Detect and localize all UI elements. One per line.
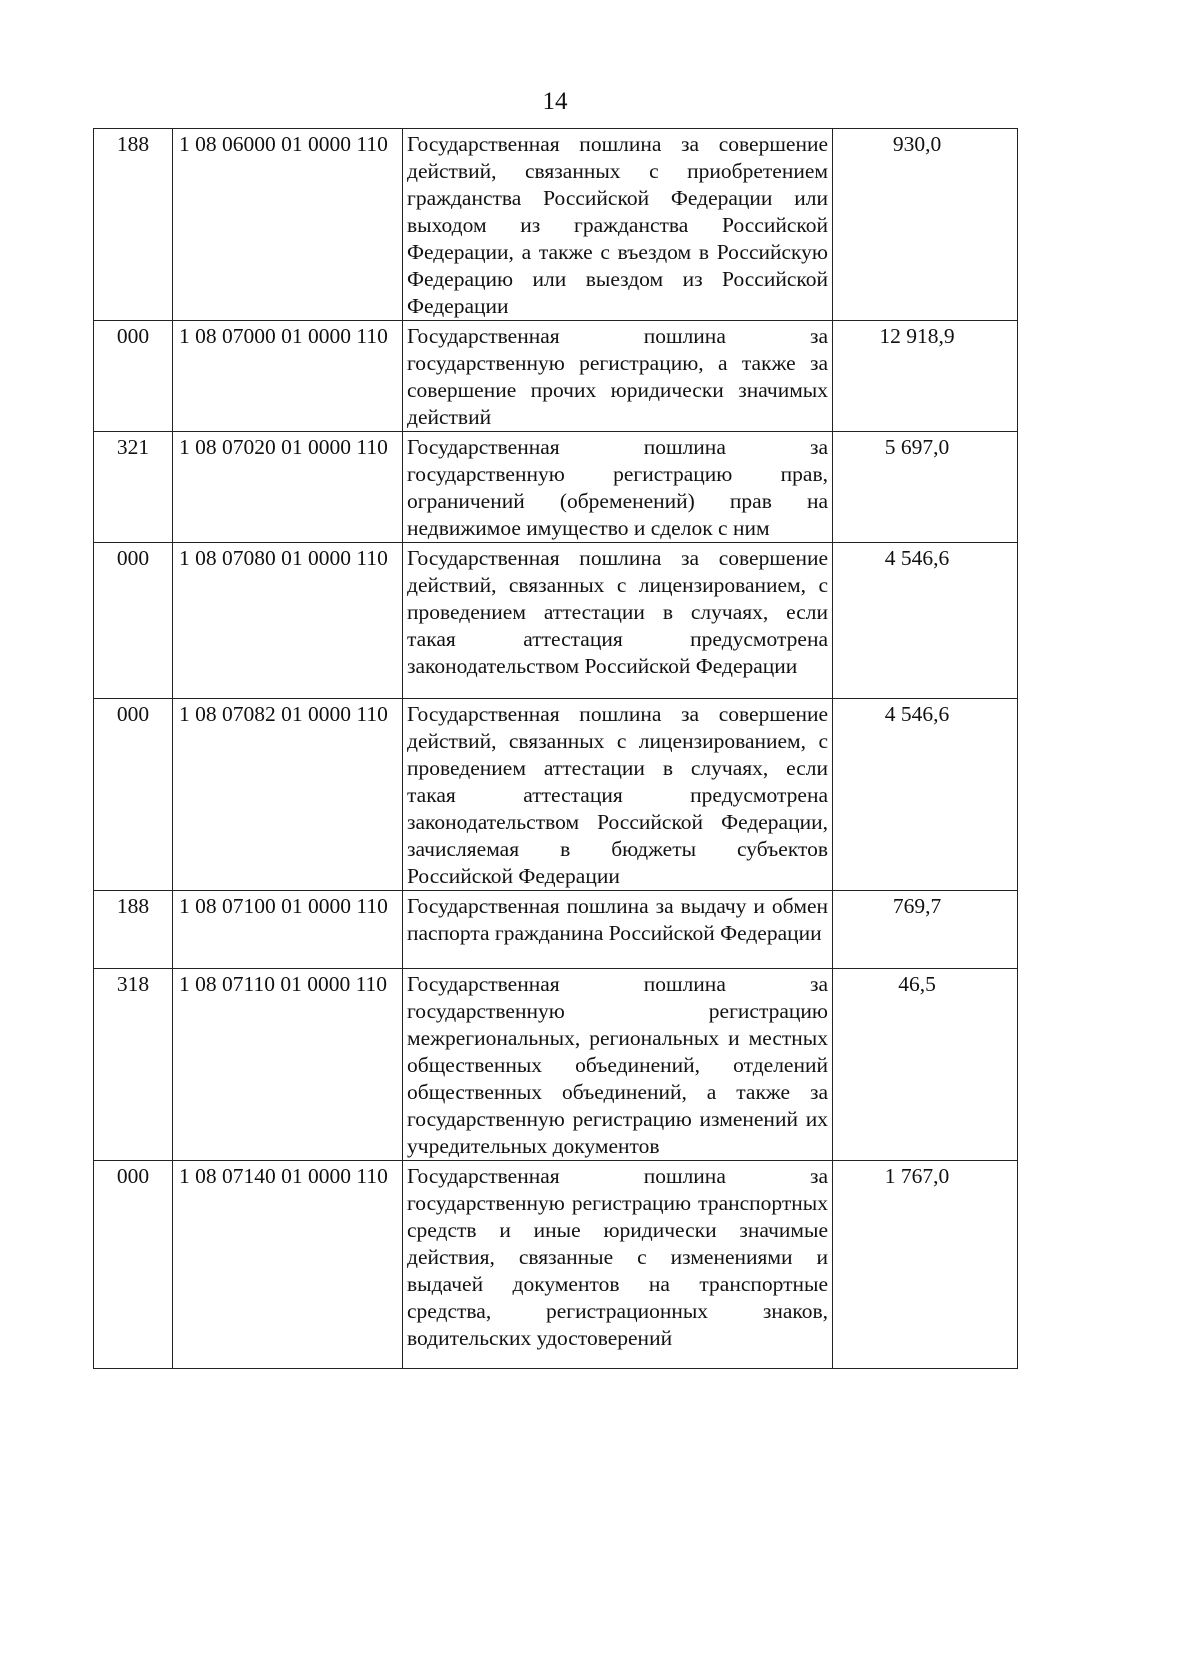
amount-cell: 769,7 xyxy=(833,891,1018,969)
amount-cell: 4 546,6 xyxy=(833,699,1018,891)
table-row xyxy=(94,969,1018,1161)
budget-code-cell: 1 08 07140 01 0000 110 xyxy=(173,1161,403,1369)
revenue-name-cell: Государственная пошлина за выдачу и обмен паспорта гражданина Российской Федерации xyxy=(403,891,833,969)
admin-code-cell: 188 xyxy=(94,129,173,321)
admin-code-cell: 000 xyxy=(94,699,173,891)
revenue-name-cell: Государственная пошлина за государственную регистрацию транспортных средств и иные юридически значимые действия, связанные с изменениями и выдачей документов на транспортные средства, регистрационных знаков, водительских удостоверений xyxy=(403,1161,833,1369)
table-row xyxy=(94,129,1018,321)
table-row xyxy=(94,891,1018,969)
table-row xyxy=(94,432,1018,543)
amount-cell: 1 767,0 xyxy=(833,1161,1018,1369)
admin-code-cell: 000 xyxy=(94,543,173,699)
amount-cell: 12 918,9 xyxy=(833,321,1018,432)
admin-code-cell: 188 xyxy=(94,891,173,969)
amount-cell: 930,0 xyxy=(833,129,1018,321)
admin-code-cell: 000 xyxy=(94,321,173,432)
admin-code-cell: 000 xyxy=(94,1161,173,1369)
revenue-name-cell: Государственная пошлина за государственную регистрацию, а также за совершение прочих юридически значимых действий xyxy=(403,321,833,432)
revenue-table xyxy=(93,128,1018,1369)
revenue-name-cell: Государственная пошлина за государственную регистрацию прав, ограничений (обременений) прав на недвижимое имущество и сделок с ним xyxy=(403,432,833,543)
budget-code-cell: 1 08 07020 01 0000 110 xyxy=(173,432,403,543)
budget-code-cell: 1 08 07000 01 0000 110 xyxy=(173,321,403,432)
amount-cell: 46,5 xyxy=(833,969,1018,1161)
page-number: 14 xyxy=(542,88,568,115)
revenue-name-cell: Государственная пошлина за совершение действий, связанных с приобретением гражданства Российской Федерации или выходом из гражданства Российской Федерации, а также с въездом в Российскую Федерацию или выездом из Российской Федерации xyxy=(403,129,833,321)
table-row xyxy=(94,321,1018,432)
admin-code-cell: 321 xyxy=(94,432,173,543)
revenue-name-cell: Государственная пошлина за совершение действий, связанных с лицензированием, с проведением аттестации в случаях, если такая аттестация предусмотрена законодательством Российской Федерации, зачисляемая в бюджеты субъектов Российской Федерации xyxy=(403,699,833,891)
budget-code-cell: 1 08 07100 01 0000 110 xyxy=(173,891,403,969)
revenue-name-cell: Государственная пошлина за совершение действий, связанных с лицензированием, с проведением аттестации в случаях, если такая аттестация предусмотрена законодательством Российской Федерации xyxy=(403,543,833,699)
amount-cell: 5 697,0 xyxy=(833,432,1018,543)
admin-code-cell: 318 xyxy=(94,969,173,1161)
budget-code-cell: 1 08 06000 01 0000 110 xyxy=(173,129,403,321)
table-row xyxy=(94,543,1018,699)
amount-cell: 4 546,6 xyxy=(833,543,1018,699)
revenue-name-cell: Государственная пошлина за государственную регистрацию межрегиональных, региональных и местных общественных объединений, отделений общественных объединений, а также за государственную регистрацию изменений их учредительных документов xyxy=(403,969,833,1161)
budget-code-cell: 1 08 07080 01 0000 110 xyxy=(173,543,403,699)
table-row xyxy=(94,1161,1018,1369)
table-row xyxy=(94,699,1018,891)
budget-code-cell: 1 08 07082 01 0000 110 xyxy=(173,699,403,891)
budget-code-cell: 1 08 07110 01 0000 110 xyxy=(173,969,403,1161)
